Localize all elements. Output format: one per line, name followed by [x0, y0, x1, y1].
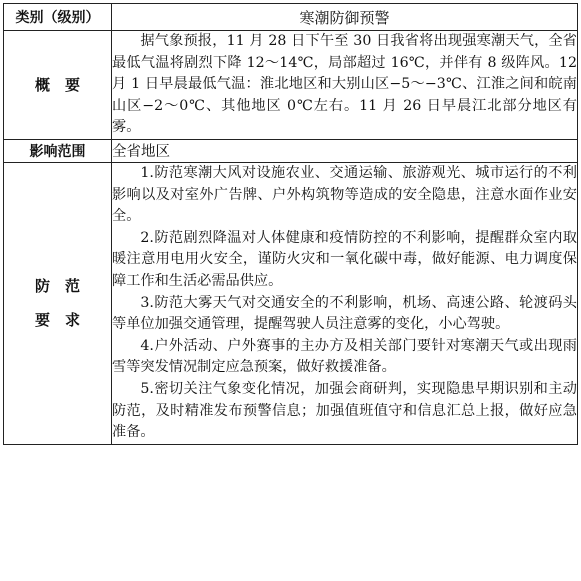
warning-table	[3, 3, 578, 445]
requirement-item-1: 1.防范寒潮大风对设施农业、交通运输、旅游观光、城市运行的不利影响以及对室外广告牌、户外构筑物等造成的安全隐患，注意水面作业安全。	[112, 164, 577, 225]
scope-text: 全省地区	[112, 139, 578, 162]
requirement-item-3: 3.防范大雾天气对交通安全的不利影响，机场、高速公路、轮渡码头等单位加强交通管理，提醒驾驶人员注意雾的变化，小心驾驶。	[112, 294, 577, 333]
requirements-label-line-2: 要 求	[34, 311, 80, 330]
overview-cell	[112, 31, 578, 140]
requirements-label-line-1: 防 范	[34, 277, 80, 296]
requirement-item-2: 2.防范剧烈降温对人体健康和疫情防控的不利影响，提醒群众室内取暖注意用电用火安全，谨防火灾和一氧化碳中毒，做好能源、电力调度保障工作和生活必需品供应。	[112, 229, 577, 289]
requirements-label	[4, 162, 112, 444]
requirement-item-5: 5.密切关注气象变化情况，加强会商研判，实现隐患早期识别和主动防范，及时精准发布预警信息；加强值班值守和信息汇总上报，做好应急准备。	[112, 380, 577, 441]
overview-row	[4, 31, 578, 140]
header-row	[4, 4, 578, 31]
requirements-cell	[112, 162, 578, 444]
scope-row	[4, 139, 578, 162]
scope-label: 影响范围	[4, 139, 112, 162]
warning-title: 寒潮防御预警	[112, 4, 578, 31]
category-label: 类别（级别）	[4, 4, 112, 31]
overview-text: 据气象预报，11 月 28 日下午至 30 日我省将出现强寒潮天气，全省最低气温将剧烈下降 12～14℃，局部超过 16℃，并伴有 8 级阵风。12 月 1 日早晨最低气温：淮北地区和大别山区−5～−3℃、江淮之间和皖南山区−2～0℃、其他地区 0℃左右。11 月 26 日早晨江北部分地区有雾。	[112, 33, 577, 136]
requirements-row	[4, 162, 578, 444]
overview-label: 概 要	[4, 31, 112, 140]
requirement-item-4: 4.户外活动、户外赛事的主办方及相关部门要针对寒潮天气或出现雨雪等突发情况制定应急预案，做好救援准备。	[112, 337, 577, 376]
